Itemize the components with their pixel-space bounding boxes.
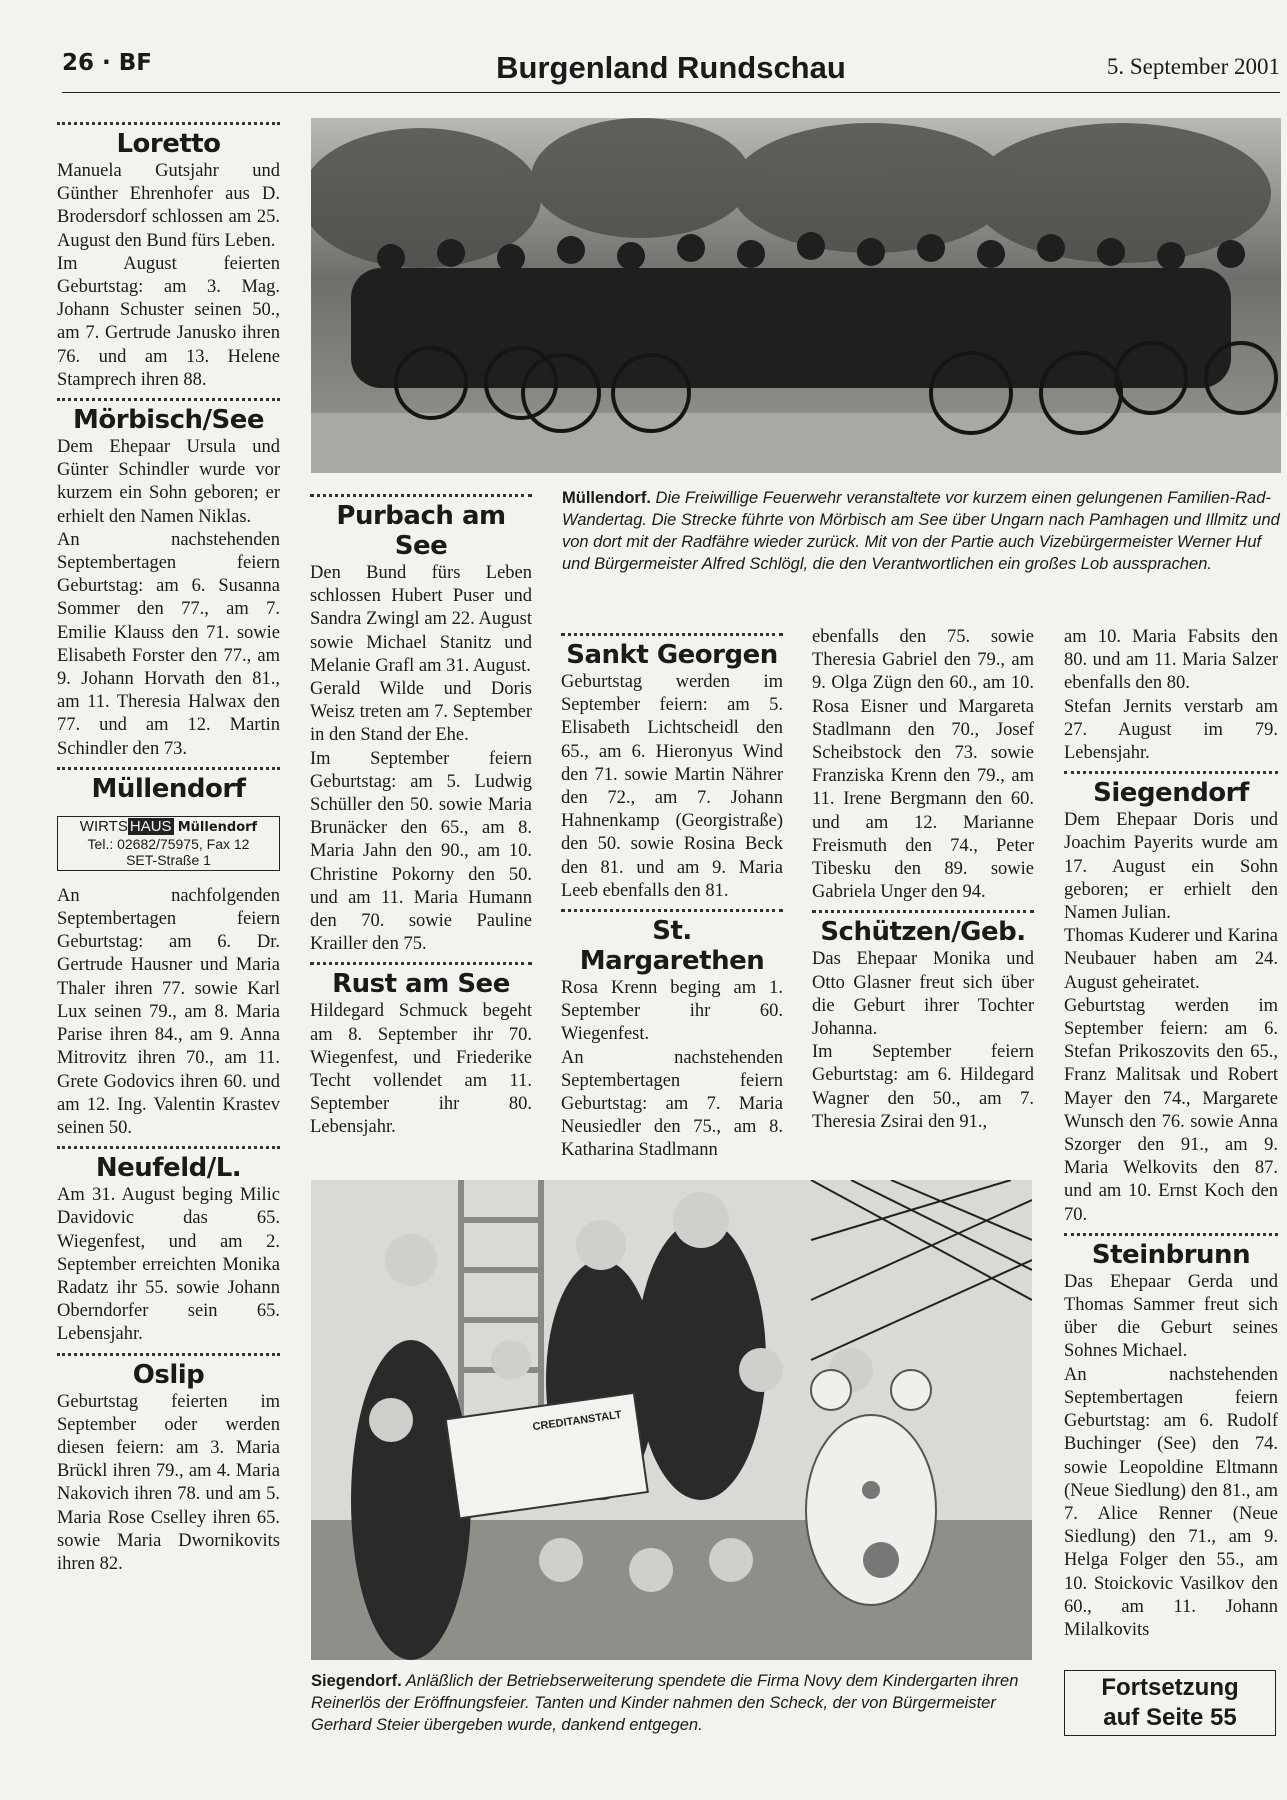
- ad-phone: Tel.: 02682/75975, Fax 12: [87, 835, 250, 852]
- ad-name: Müllendorf: [177, 819, 258, 835]
- photo-caption-muellendorf: [562, 487, 1280, 575]
- issue-date: 5. September 2001: [1106, 54, 1280, 79]
- section-title-rust: Rust am See: [332, 969, 510, 1000]
- section-divider: [561, 909, 783, 912]
- section-title-muellendorf: Müllendorf: [91, 773, 246, 804]
- continuation-line-2: auf Seite 55: [1103, 1704, 1237, 1731]
- section-divider: [1064, 771, 1278, 774]
- masthead: [62, 40, 1280, 93]
- photo-cycling-image: [311, 118, 1281, 473]
- photo-cycling-group: [311, 118, 1281, 473]
- article-text: An nachstehenden Septembertagen feiern Geburtstag: am 7. Maria Neusiedler den 75., am 8. Katharina Stadlmann: [561, 1047, 783, 1161]
- column-4: [812, 626, 1034, 1134]
- article-text: Geburtstag werden im September feiern: am 5. Elisabeth Lichtscheidl den 65., am 6. Hieronyus Wind den 71. sowie Martin Nährer den 72., am 7. Johann Hahnenkamp (Georgistraße) den 50. sowie Rosina Beck den 81. und am 9. Maria Leeb ebenfalls den 81.: [561, 672, 783, 901]
- cheque-bank-name: CREDITANSTALT: [531, 1408, 623, 1434]
- article-text: ebenfalls den 75. sowie Theresia Gabriel den 79., am 9. Olga Zügn den 60., am 10. Rosa Eisner und Margareta Stadlmann den 70., Josef Scheibstock den 73. sowie Franziska Krenn den 79., am 11. Irene Bergmann den 60. und am 12. Marianne Freismuth den 74., Peter Tibesku den 89. sowie Gabriela Unger den 94.: [812, 627, 1034, 903]
- photo-kindergarten-image: [311, 1180, 1032, 1660]
- column-1: [57, 116, 280, 1576]
- article-text: Den Bund fürs Leben schlossen Hubert Puser und Sandra Zwingl am 22. August sowie Michael Stanitz und Melanie Grafl am 31. August.: [310, 563, 532, 676]
- article-text: An nachstehenden Septembertagen feiern Geburtstag: am 6. Susanna Sommer den 77., am 7. Emilie Klauss den 71. sowie Elisabeth Forster den 77., am 9. Johann Horvath den 81., am 11. Theresia Halwax den 77. und am 12. Martin Schindler den 73.: [57, 529, 280, 759]
- section-title-st-margarethen: St. Margarethen: [579, 916, 765, 977]
- article-text: Thomas Kuderer und Karina Neubauer haben am 24. August geheiratet.: [1064, 926, 1278, 993]
- ad-haus: HAUS: [129, 817, 172, 835]
- section-divider: [57, 398, 280, 401]
- section-title-purbach: Purbach am See: [336, 501, 506, 561]
- article-text: am 10. Maria Fabsits den 80. und am 11. Maria Salzer ebenfalls den 80.: [1064, 627, 1278, 694]
- article-text: Im September feiern Geburtstag: am 5. Ludwig Schüller den 50. sowie Maria Brunäcker den 65., am 8. Maria Jahn den 90., am 10. Christine Pokorny den 50. und am 11. Maria Humann den 70. sowie Pauline Krailler den 75.: [310, 748, 532, 955]
- article-text: Geburtstag werden im September feiern: am 6. Stefan Prikoszovits den 65., Franz Malitsak und Robert Mayer den 74., Margarete Wunsch den 76. sowie Anna Szorger den 91., am 9. Maria Welkovits den 87. und am 10. Ernst Koch den 70.: [1064, 995, 1278, 1225]
- continuation-line-1: Fortsetzung: [1101, 1674, 1239, 1701]
- caption-place: Müllendorf.: [562, 489, 651, 507]
- section-divider: [561, 633, 783, 636]
- article-text: An nachfolgenden Septembertagen feiern Geburtstag: am 6. Dr. Gertrude Hausner und Maria Thaler ihren 77. sowie Karl Lux seinen 79., am 8. Maria Parise ihren 84., am 9. Anna Mitrovitz ihren 70., am 11. Grete Godovics ihren 60. und am 12. Ing. Valentin Krastev seinen 50.: [57, 885, 280, 1138]
- article-text: Das Ehepaar Gerda und Thomas Sammer freut sich über die Geburt seines Sohnes Michael.: [1064, 1271, 1278, 1362]
- continuation-box: [1064, 1670, 1276, 1736]
- column-2: [310, 488, 532, 1140]
- caption-place: Siegendorf.: [311, 1672, 402, 1690]
- section-title-siegendorf: Siegendorf: [1093, 778, 1249, 809]
- advertisement-wirtshaus: [57, 816, 280, 871]
- article-text: Hildegard Schmuck begeht am 8. September ihr 70. Wiegenfest, und Friederike Techt vollendet am 11. September ihr 80. Lebensjahr.: [310, 1001, 532, 1138]
- section-divider: [310, 962, 532, 965]
- section-title-oslip: Oslip: [132, 1359, 205, 1390]
- section-title-schuetzen: Schützen/Geb.: [820, 917, 1026, 948]
- article-text: Dem Ehepaar Doris und Joachim Payerits wurde am 17. August ein Sohn geboren; er erhielt den Namen Julian.: [1064, 810, 1278, 924]
- article-text: Geburtstag feierten im September oder werden diesen feiern: am 3. Maria Brückl ihren 79., am 4. Maria Nakovich ihren 78. und am 5. Maria Rose Cselley ihren 65. sowie Maria Dwornikovits ihren 82.: [57, 1391, 280, 1574]
- ad-street: SET-Straße 1: [126, 851, 211, 868]
- section-title-moerbisch: Mörbisch/See: [73, 405, 264, 436]
- section-divider: [57, 767, 280, 770]
- section-title-sankt-georgen: Sankt Georgen: [566, 640, 778, 670]
- newspaper-title: Burgenland Rundschau: [496, 50, 846, 85]
- article-text: Am 31. August beging Milic Davidovic das 65. Wiegenfest, und am 2. September erreichten Monika Radatz ihr 55. sowie Johann Oberndorfer sein 65. Lebensjahr.: [57, 1185, 280, 1345]
- article-text: Stefan Jernits verstarb am 27. August im 79. Lebensjahr.: [1064, 696, 1278, 764]
- section-divider: [1064, 1233, 1278, 1236]
- article-text: Das Ehepaar Monika und Otto Glasner freut sich über die Geburt ihrer Tochter Johanna.: [812, 949, 1034, 1040]
- section-divider: [812, 910, 1034, 913]
- ad-wirts: WIRTS: [79, 817, 128, 835]
- section-divider: [310, 494, 532, 497]
- caption-text: Die Freiwillige Feuerwehr veranstaltete vor kurzem einen gelungenen Familien-Rad-Wandertag. Die Strecke führte von Mörbisch am See über Ungarn nach Pamhagen und Illmitz und von dort mit der Radfähre wieder zurück. Mit von der Partie auch Vizebürgermeister Werner Huf und Bürgermeister Alfred Schlögl, die den Verantwortlichen ein großes Lob aussprachen.: [562, 489, 1280, 573]
- article-text: Gerald Wilde und Doris Weisz treten am 7. September in den Stand der Ehe.: [310, 679, 532, 746]
- section-title-neufeld: Neufeld/L.: [95, 1153, 242, 1184]
- page-number: 26 · BF: [62, 50, 153, 76]
- section-divider: [57, 1146, 280, 1149]
- photo-caption-siegendorf: [311, 1670, 1033, 1736]
- article-text: Dem Ehepaar Ursula und Günter Schindler wurde vor kurzem ein Sohn geboren; er erhielt den Namen Niklas.: [57, 437, 280, 527]
- section-divider: [57, 122, 280, 125]
- article-text: Im September feiern Geburtstag: am 6. Hildegard Wagner den 50., am 7. Theresia Zsirai den 91.,: [812, 1042, 1034, 1132]
- caption-text: Anläßlich der Betriebserweiterung spendete die Firma Novy dem Kindergarten ihren Reinerlös der Eröffnungsfeier. Tanten und Kinder nahmen den Scheck, der von Bürgermeister Gerhard Steier übergeben wurde, dankend entgegen.: [311, 1672, 1019, 1734]
- section-title-steinbrunn: Steinbrunn: [1091, 1239, 1251, 1270]
- article-text: Rosa Krenn beging am 1. September ihr 60. Wiegenfest.: [561, 978, 783, 1045]
- photo-kindergarten-cheque: [311, 1180, 1032, 1660]
- article-text: An nachstehenden Septembertagen feiern Geburtstag: am 6. Rudolf Buchinger (See) den 74. sowie Leopoldine Eltmann (Neue Siedlung) den 81., am 7. Alice Renner (Neue Siedlung) den 71., am 9. Helga Folger den 55., am 10. Stoickovic Vasilkov den 60., am 11. Johann Milalkovits: [1064, 1364, 1278, 1640]
- article-text: Manuela Gutsjahr und Günther Ehrenhofer aus D. Brodersdorf schlossen am 25. August den Bund fürs Leben.: [57, 161, 280, 251]
- column-3: [561, 627, 783, 1163]
- article-text: Im August feierten Geburtstag: am 3. Mag. Johann Schuster seinen 50., am 7. Gertrude Janusko ihren 76. und am 13. Helene Stamprech ihren 88.: [57, 253, 280, 390]
- column-5: [1064, 626, 1278, 1642]
- section-divider: [57, 1353, 280, 1356]
- section-title-loretto: Loretto: [116, 129, 221, 159]
